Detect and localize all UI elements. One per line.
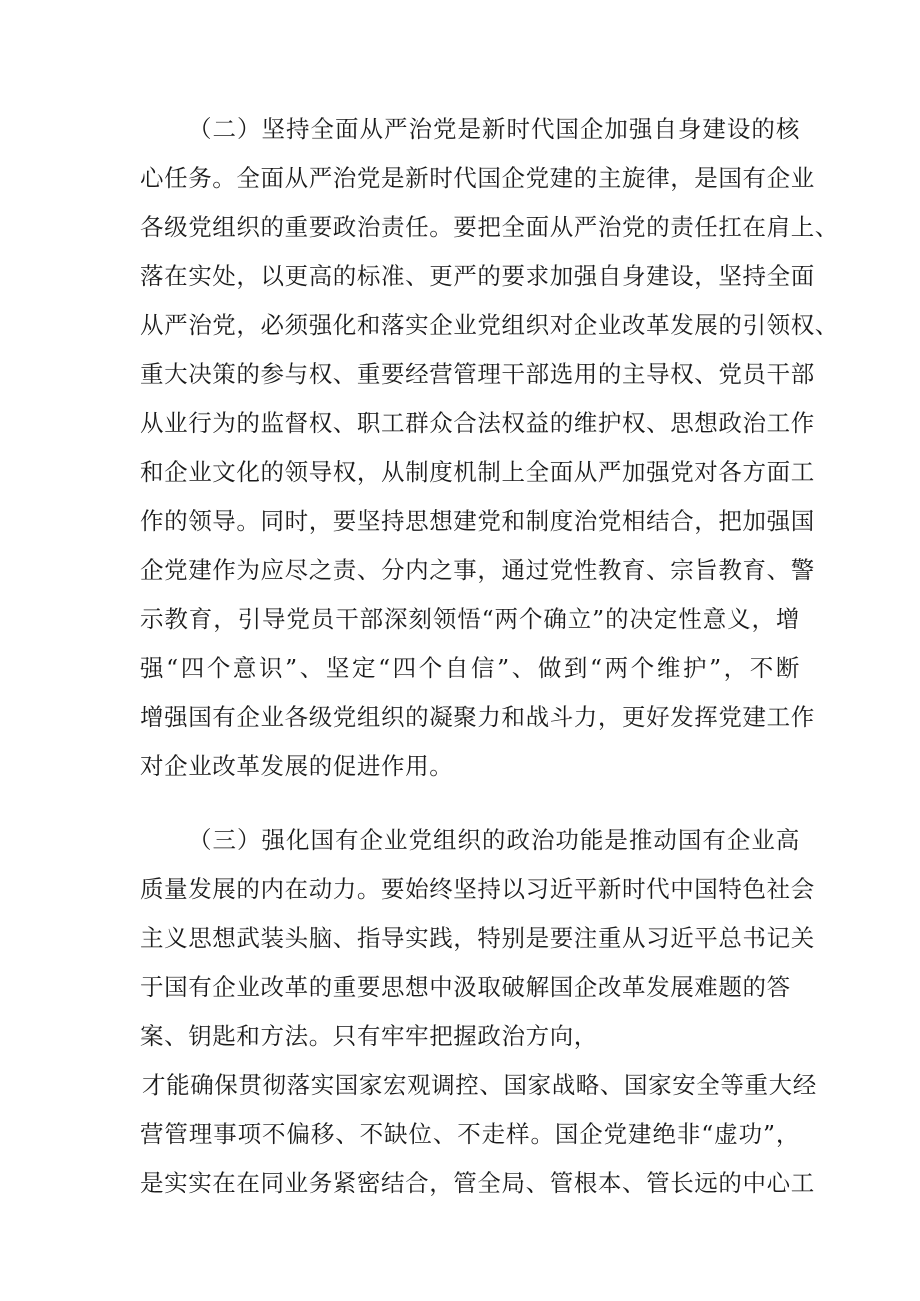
paragraph-3-line-2: 质量发展的内在动力。要始终坚持以习近平新时代中国特色社会 (140, 875, 815, 903)
paragraph-3-line-5: 案、钥匙和方法。只有牢牢把握政治方向， (140, 1022, 598, 1050)
paragraph-2-line-14: 对企业改革发展的促进作用。 (140, 752, 454, 780)
paragraph-3-line-1: （三）强化国有企业党组织的政治功能是推动国有企业高 (188, 826, 800, 854)
paragraph-2-line-2: 心任务。全面从严治党是新时代国企党建的主旋律，是国有企业 (140, 164, 815, 192)
paragraph-2-line-13: 增强国有企业各级党组织的凝聚力和战斗力，更好发挥党建工作 (140, 703, 815, 731)
paragraph-2-line-4: 落在实处，以更高的标准、更严的要求加强自身建设，坚持全面 (140, 262, 815, 290)
paragraph-3-line-3: 主义思想武装头脑、指导实践，特别是要注重从习近平总书记关 (140, 924, 815, 952)
paragraph-3-line-8: 是实实在在同业务紧密结合，管全局、管根本、管长远的中心工 (140, 1169, 815, 1197)
paragraph-2-line-9: 作的领导。同时，要坚持思想建党和制度治党相结合，把加强国 (140, 507, 815, 535)
paragraph-2-line-6: 重大决策的参与权、重要经营管理干部选用的主导权、党员干部 (140, 360, 815, 388)
paragraph-2-line-3: 各级党组织的重要政治责任。要把全面从严治党的责任扛在肩上、 (140, 213, 839, 241)
paragraph-2-line-10: 企党建作为应尽之责、分内之事，通过党性教育、宗旨教育、警 (140, 556, 815, 584)
paragraph-2-line-7: 从业行为的监督权、职工群众合法权益的维护权、思想政治工作 (140, 409, 815, 437)
paragraph-2-line-5: 从严治党，必须强化和落实企业党组织对企业改革发展的引领权、 (140, 311, 839, 339)
paragraph-3-line-7: 营管理事项不偏移、不缺位、不走样。国企党建绝非“虚功”， (140, 1120, 800, 1148)
paragraph-3-line-4: 于国有企业改革的重要思想中汲取破解国企改革发展难题的答 (140, 973, 791, 1001)
paragraph-2-line-8: 和企业文化的领导权，从制度机制上全面从严加强党对各方面工 (140, 458, 815, 486)
paragraph-2-line-12: 强“四个意识”、坚定“四个自信”、做到“两个维护”，不断 (140, 654, 800, 682)
paragraph-3-line-6: 才能确保贯彻落实国家宏观调控、国家战略、国家安全等重大经 (142, 1071, 817, 1099)
paragraph-2-line-11: 示教育，引导党员干部深刻领悟“两个确立”的决定性意义，增 (140, 605, 800, 633)
paragraph-2-line-1: （二）坚持全面从严治党是新时代国企加强自身建设的核 (188, 115, 800, 143)
